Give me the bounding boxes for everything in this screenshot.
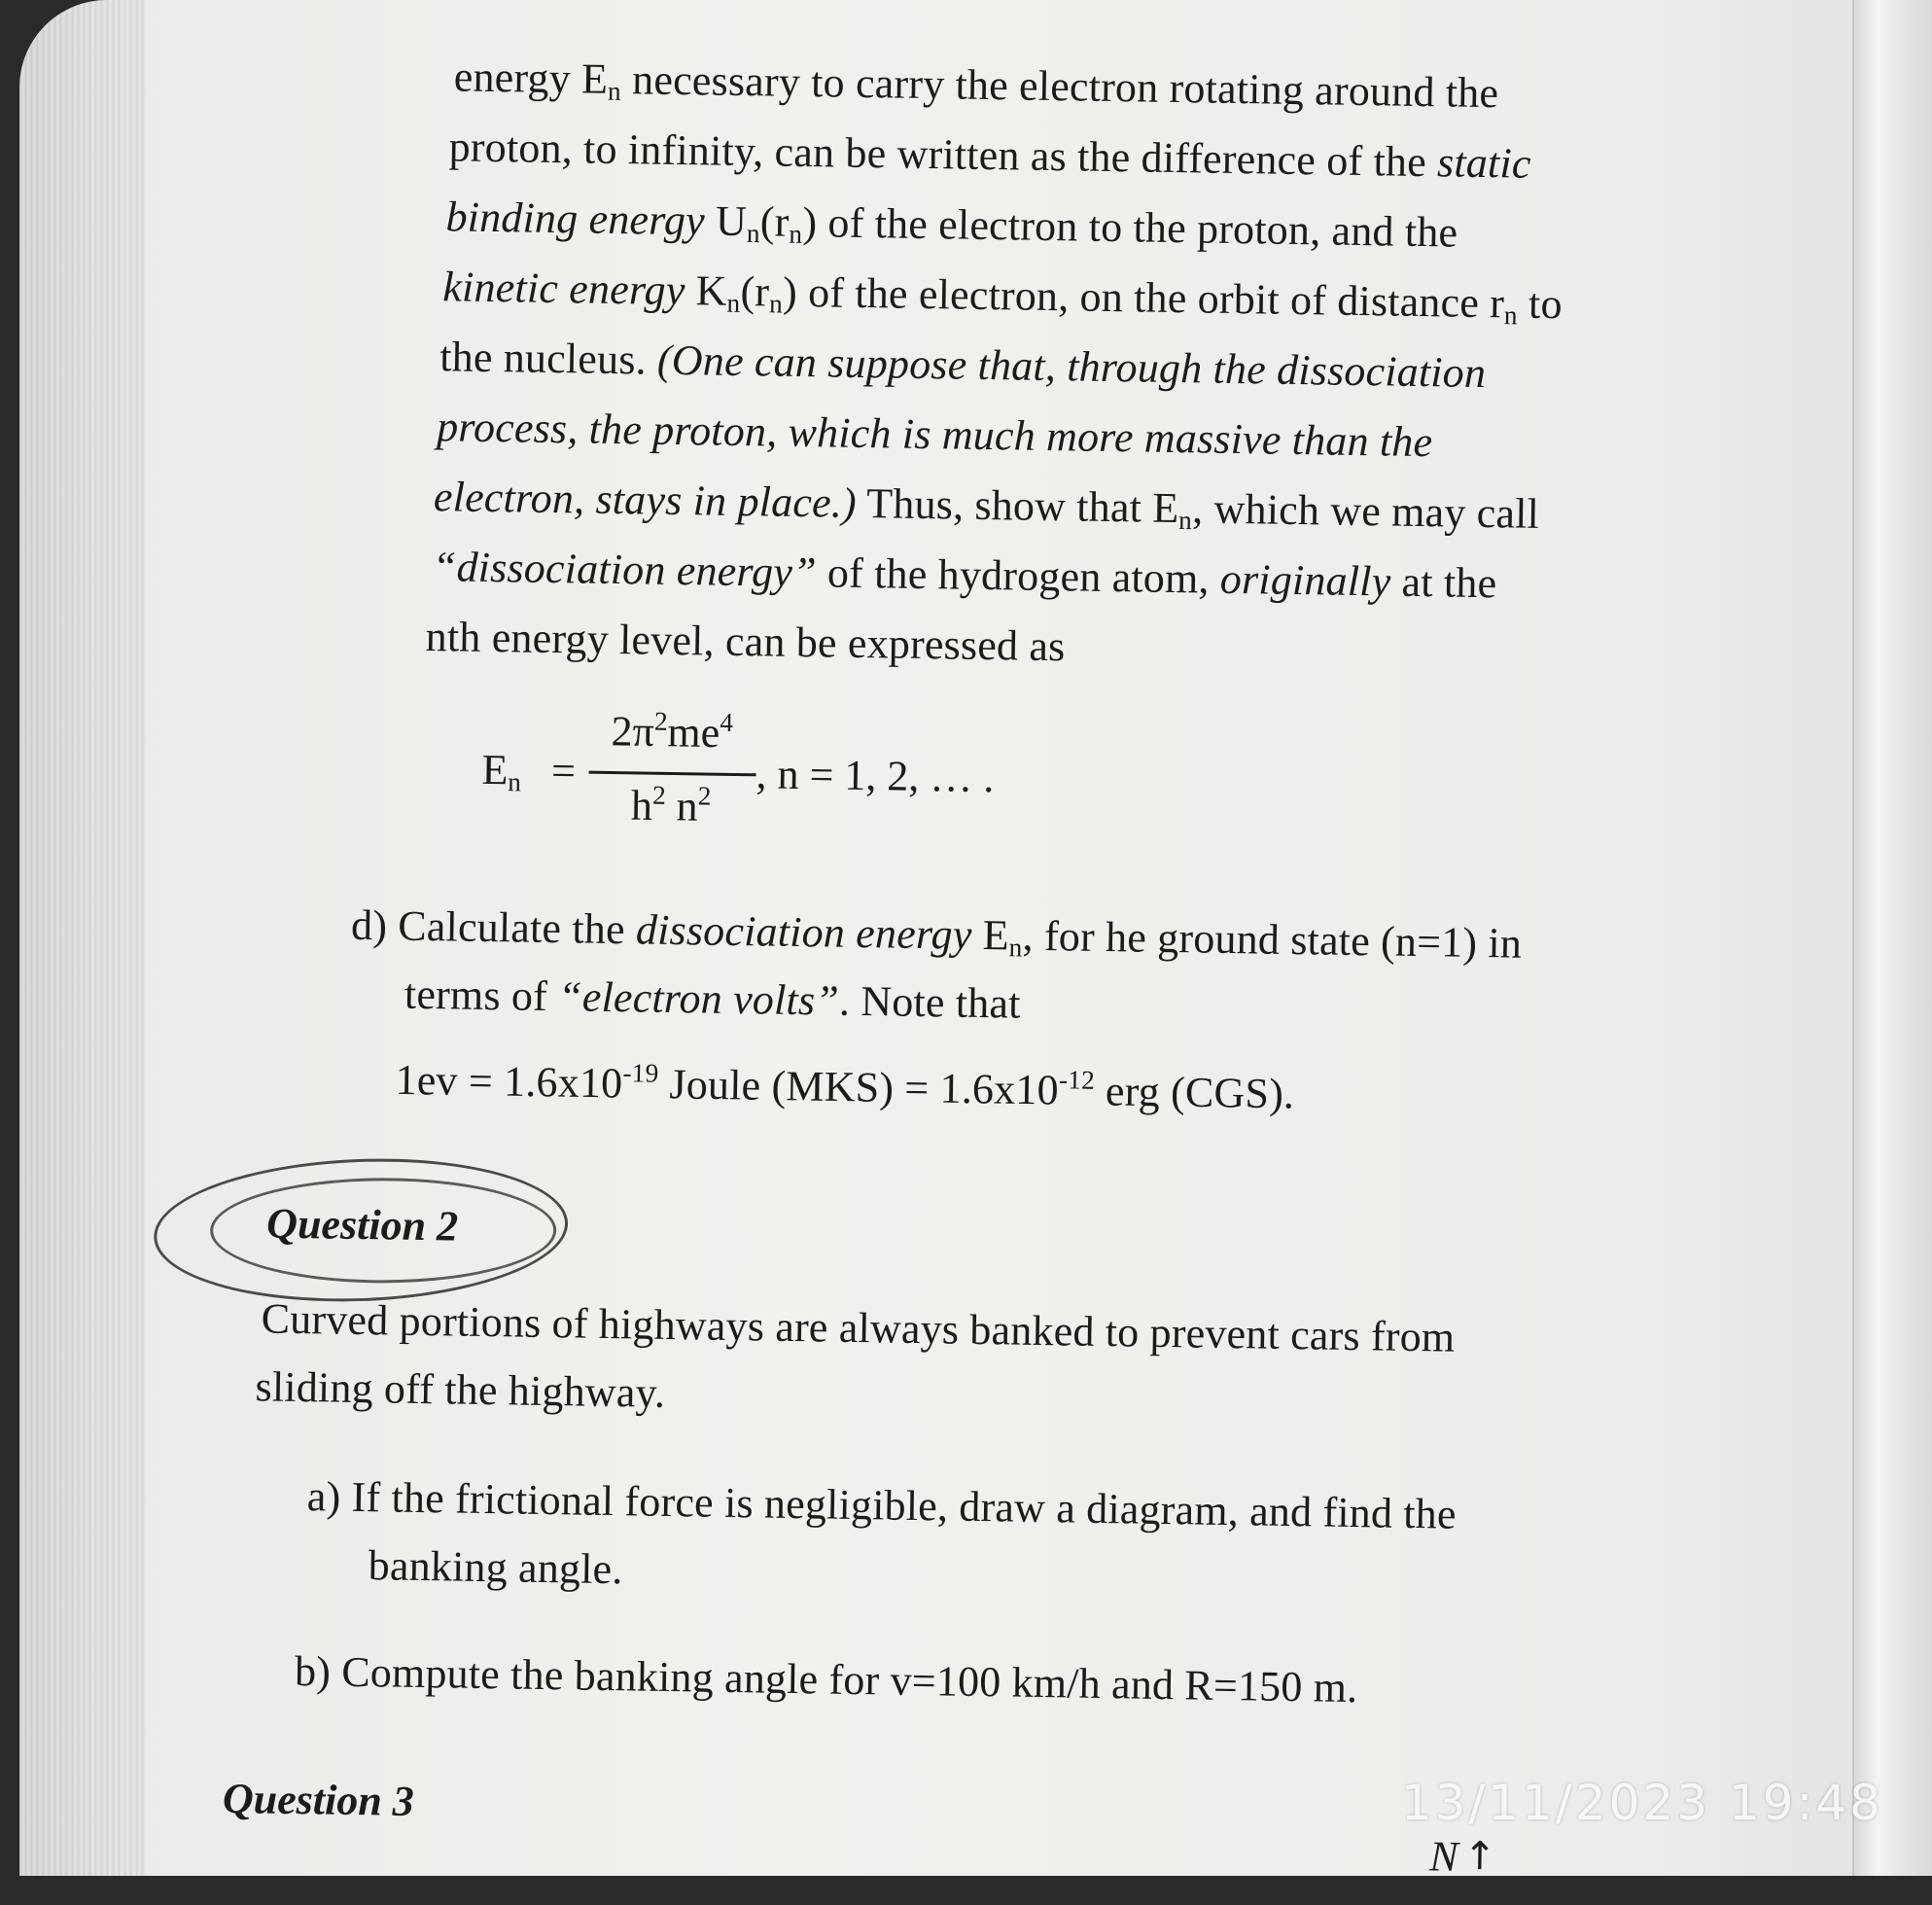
text-line-3: binding energy $U_n(r_n)$ of the electron to the proton, and the: [445, 193, 1458, 257]
part-d-line-2: terms of “electron volts”. Note that: [404, 970, 1022, 1028]
fraction-bar: [589, 771, 756, 777]
text-line-1: energy $E_n$ necessary to carry the electron rotating around the: [453, 53, 1499, 118]
part-d-line-1: d) Calculate the dissociation energy $E_n$, for he ground state (n=1) in: [350, 900, 1523, 968]
question-2-heading: Question 2: [265, 1199, 459, 1251]
equation-range: , n = 1, 2, … .: [755, 750, 995, 802]
part-d-line-3: $1ev = 1.6x10^{-19}$ Joule $(MKS) = 1.6x10^{-12}$ erg (CGS).: [395, 1055, 1295, 1118]
question-3-heading: Question 3: [222, 1774, 415, 1825]
question-2-part-b: b) Compute the banking angle for v=100 km/h and R=150 m.: [294, 1646, 1358, 1712]
text-line-5: the nucleus. (One can suppose that, through the dissociation: [439, 333, 1487, 398]
equation-lhs: $E_n$ =: [481, 745, 577, 797]
question-2-intro-line-1: Curved portions of highways are always banked to prevent cars from: [261, 1294, 1456, 1361]
text-line-4: kinetic energy $K_n(r_n)$ of the electron, on the orbit of distance $r_n$ to: [442, 263, 1563, 331]
text-line-7: electron, stays in place.) Thus, show that $E_n$, which we may call: [433, 473, 1540, 538]
question-2-intro-line-2: sliding off the highway.: [255, 1362, 666, 1417]
right-page-edge: [1852, 0, 1932, 1876]
north-arrow-icon: ↑: [1462, 1833, 1497, 1880]
equation-denominator: $h^2$ $n^2$: [630, 780, 712, 830]
text-line-2: proton, to infinity, can be written as the difference of the static: [448, 123, 1531, 188]
text-line-6: process, the proton, which is much more massive than the: [436, 403, 1433, 467]
north-label: N: [1428, 1832, 1458, 1881]
text-line-8: “dissociation energy” of the hydrogen atom, originally at the: [432, 543, 1497, 608]
question-2-part-a-line-2: banking angle.: [368, 1541, 623, 1594]
photo-timestamp: 13/11/2023 19:48: [1400, 1775, 1883, 1831]
text-line-9: nth energy level, can be expressed as: [425, 612, 1066, 671]
equation-numerator: $2\pi^2me^4$: [611, 706, 734, 758]
question-2-part-a-line-1: a) If the frictional force is negligible, draw a diagram, and find the: [306, 1472, 1458, 1538]
